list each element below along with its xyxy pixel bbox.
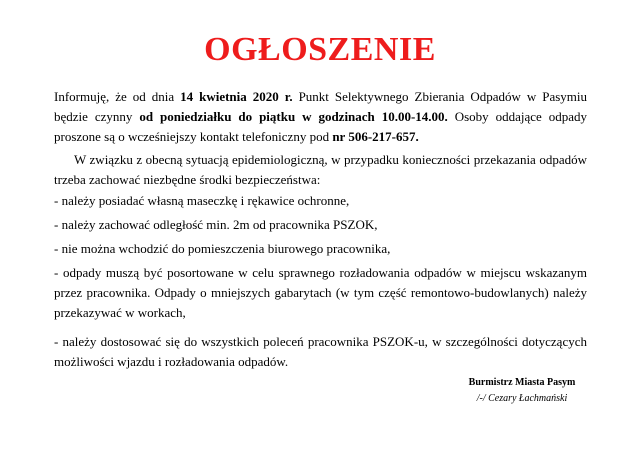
measure-item-distance: - należy zachować odległość min. 2m od pracownika PSZOK,: [54, 217, 378, 232]
signature-title: Burmistrz Miasta Pasym: [468, 377, 576, 388]
intro-text-3: Osoby oddające odpady proszone są o wcześniejszy kontakt telefoniczny pod: [54, 109, 587, 144]
measure-item-masks: - należy posiadać własną maseczkę i rękawice ochronne,: [54, 193, 350, 208]
measure-item-sorting: - odpady muszą być posortowane w celu sprawnego rozładowania odpadów w miejscu wskazanym przez pracownika. Odpady o mniejszych gabarytach (w tym część remontowo-budowlanych) należy przekazywać w workach,: [54, 265, 587, 320]
intro-paragraph: [54, 87, 587, 147]
phone-number: nr 506-217-657.: [332, 129, 419, 144]
opening-hours: od poniedziałku do piątku w godzinach 10.00-14.00.: [139, 109, 448, 124]
intro-text-2: Punkt Selektywnego Zbierania Odpadów w Pasymiu będzie czynny: [54, 89, 588, 124]
intro-text-1: Informuję, że od dnia: [54, 89, 181, 104]
measure-item-office: - nie można wchodzić do pomieszczenia biurowego pracownika,: [54, 241, 391, 256]
intro-date: 14 kwietnia 2020 r.: [180, 89, 293, 104]
announcement-title: OGŁOSZENIE: [204, 31, 436, 68]
measures-intro-paragraph: W związku z obecną sytuacją epidemiologiczną, w przypadku konieczności przekazania odpadów trzeba zachować niezbędne środki bezpieczeństwa:: [54, 152, 587, 187]
signature-name: /-/ Cezary Łachmański: [476, 393, 568, 404]
measure-item-instructions: - należy dostosować się do wszystkich poleceń pracownika PSZOK-u, w szczególności dotyczących możliwości wjazdu i rozładowania odpadów.: [54, 334, 587, 369]
